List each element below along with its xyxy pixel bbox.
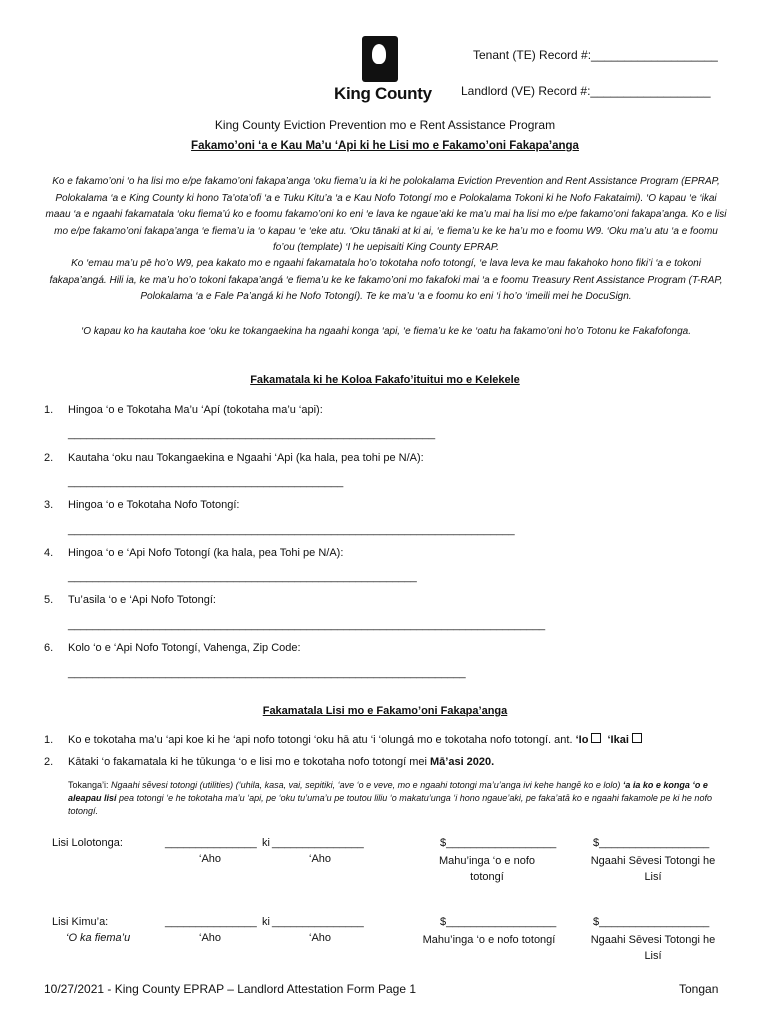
question-number: 1.	[44, 404, 54, 416]
rent-amount-caption: Mahu’inga ‘o e nofo totongí	[438, 855, 535, 883]
to-date-caption: ‘Aho	[309, 932, 332, 944]
to-date-caption: ‘Aho	[309, 853, 332, 865]
current-rent-to-date[interactable]: _______________	[272, 837, 364, 849]
question-number: 3.	[44, 499, 54, 511]
previous-rent-ki: ki	[262, 916, 270, 928]
question-text: Hingoa ‘o e Tokotaha Ma’u ‘Apí (tokotaha ma’u ‘api):	[68, 404, 323, 416]
current-rent-from-date[interactable]: _______________	[165, 837, 257, 849]
logo-org-name: King County	[334, 84, 432, 103]
rent-question-2	[44, 756, 494, 768]
no-checkbox[interactable]	[632, 733, 642, 743]
utilities-note	[68, 779, 728, 818]
program-title: King County Eviction Prevention mo e Rent Assistance Program	[214, 118, 556, 132]
question-5	[44, 594, 216, 606]
form-title: Fakamo’oni ‘a e Kau Ma’u ‘Api ki he Lisi mo e Fakamo’oni Fakapa’anga	[191, 140, 579, 152]
question-number: 1.	[44, 734, 54, 746]
previous-rent-amount-field[interactable]: $__________________	[440, 916, 557, 928]
current-rent-ki: ki	[262, 837, 270, 849]
answer-line-5[interactable]: ______________________________________________________________________________	[68, 619, 546, 631]
question-number: 2.	[44, 452, 54, 464]
king-county-logo-icon	[362, 36, 398, 82]
intro-paragraph-3: ‘O kapau ko ha kautaha koe ‘oku ke tokangaekina ha ngaahi konga ‘api, ‘e fiema’u ke ke ‘oatu ha fakamo’oni ho’o Totonu ke Fakafofonga.	[80, 326, 692, 337]
question-1	[44, 404, 323, 416]
question-number: 6.	[44, 642, 54, 654]
section-property-heading: Fakamatala ki he Koloa Fakafo’ituitui mo e Kelekele	[250, 374, 520, 386]
question-number: 5.	[44, 594, 54, 606]
question-6	[44, 642, 301, 654]
note-text: Ngaahi sēvesi totongi (utilities) (‘uhila, kasa, vai, sepitiki, ‘ave ‘o e veve, mo e ngaahi totongi ma’u’anga ivi kehe hangē ko e lolo)	[111, 780, 621, 790]
question-number: 2.	[44, 756, 54, 768]
rent-question-1	[44, 733, 645, 746]
previous-rent-sublabel: ‘O ka fiema’u	[66, 932, 131, 944]
question-text: Hingoa ‘o e ‘Api Nofo Totongí (ka hala, pea Tohi pe N/A):	[68, 547, 344, 559]
utilities-caption: Ngaahi Sēvesi Totongi he Lisí	[590, 934, 716, 962]
question-text: Ko e tokotaha ma’u ‘api koe ki he ‘api nofo totongi ‘oku hā atu ‘i ‘olungá mo e tokotaha nofo totongí. ant.	[68, 734, 573, 746]
note-rest-text: pea totongi ‘e he tokotaha ma’u ‘api, pe ‘oku tu’uma’u pe toutou liliu ‘o makatu’unga ‘i hono ngaue’aki, pe faka’atā ko e ngaahi fakamole pe ki he nofo totongí.	[68, 793, 712, 816]
answer-line-6[interactable]: _________________________________________________________________	[68, 667, 466, 679]
current-rent-utilities-field[interactable]: $__________________	[593, 837, 710, 849]
question-text: Kolo ‘o e ‘Api Nofo Totongí, Vahenga, Zip Code:	[68, 642, 301, 654]
note-bold-text: ‘a ia ko e konga ‘o e aleapau lisi	[68, 780, 708, 803]
yes-label: ‘Io	[575, 734, 589, 746]
question-text: Kātaki ‘o fakamatala ki he tūkunga ‘o e lisi mo e tokotaha nofo totongí mei	[68, 756, 427, 768]
question-date: Mā’asi 2020.	[430, 756, 495, 768]
tenant-record-field[interactable]: Tenant (TE) Record #:___________________	[473, 48, 718, 62]
section-rent-heading: Fakamatala Lisi mo e Fakamo’oni Fakapa’anga	[262, 705, 508, 717]
from-date-caption: ‘Aho	[199, 932, 222, 944]
answer-line-3[interactable]: _________________________________________________________________________	[68, 524, 515, 536]
previous-rent-from-date[interactable]: _______________	[165, 916, 257, 928]
intro-paragraph-1: Ko e fakamo’oni ‘o ha lisi mo e/pe fakamo’oni fakapa’anga ‘oku fiema’u ia ki he polokalama Eviction Prevention and Rent Assistance Program (EPRAP, Polokalama ‘a e King County ki hono Ta’ota’ofi ‘a e Tuku Kitu’a ‘a e Kau Nofo Totongí mo e Polokalama Tokoni ki he Nofo Fakataimi). ‘O kapau ‘e ‘ikai maau ‘a e ngaahi fakamatala ‘oku fiema’ú ko e foomu fakamo’oni ko eni ‘e lava ke ngaue’aki ke ma’u mai ha lisi mo e/pe fakamo’oni fakapa’anga. Ko e lisi mo e/pe fakamo’oni fakapa’anga ‘e fiema’u ia ‘o kapau ‘e ‘eke atu. ‘Oku tānaki at ki ai, ‘e fiema’u ke ke ha’u mo e foomu W9. ‘Oku ma’u atu ‘a e foomu fo’ou (template) ‘I he uepisaiti King County EPRAP.	[45, 176, 727, 253]
question-text: Hingoa ‘o e Tokotaha Nofo Totongí:	[68, 499, 240, 511]
question-2	[44, 452, 424, 464]
note-label: Tokanga’i:	[68, 780, 109, 790]
rent-amount-caption: Mahu’inga ‘o e nofo totongí	[422, 934, 556, 946]
answer-line-1[interactable]: ____________________________________________________________	[68, 428, 436, 440]
previous-rent-to-date[interactable]: _______________	[272, 916, 364, 928]
landlord-record-field[interactable]: Landlord (VE) Record #:__________________	[461, 84, 711, 98]
answer-line-2[interactable]: _____________________________________________	[68, 476, 344, 488]
current-rent-amount-field[interactable]: $__________________	[440, 837, 557, 849]
answer-line-4[interactable]: _________________________________________________________	[68, 571, 417, 583]
intro-paragraph-2: Ko ‘emau ma’u pē ho’o W9, pea kakato mo e ngaahi fakamatala ho’o tokotaha nofo totongí, ‘e lava leva ke mau fakahoko hono fiki’i ‘a e tokoni fakapa’angá. Hili ia, ke ma’u ho’o tokoni fakapa’angá ‘e fiema’u ke ke fakamo’oni mo fakafoki mai ‘a e foomu Treasury Rent Assistance Program (T-RAP, Polokalama ‘a e Fale Pa’angá ki he Nofo Totongí). Te ke ma’u ‘a e foomu ko eni ‘i ho’o ‘imeili mei he DocuSign.	[49, 258, 723, 302]
no-label: ‘Ikai	[607, 734, 629, 746]
previous-rent-label: Lisi Kimu’a:	[52, 916, 109, 928]
previous-rent-utilities-field[interactable]: $__________________	[593, 916, 710, 928]
question-text: Kautaha ‘oku nau Tokangaekina e Ngaahi ‘Api (ka hala, pea tohi pe N/A):	[68, 452, 424, 464]
question-4	[44, 547, 343, 559]
question-number: 4.	[44, 547, 54, 559]
footer-language: Tongan	[679, 982, 719, 996]
current-rent-label: Lisi Lolotonga:	[52, 837, 123, 849]
from-date-caption: ‘Aho	[199, 853, 222, 865]
footer-page-info: 10/27/2021 - King County EPRAP – Landlord Attestation Form Page 1	[44, 982, 417, 996]
yes-checkbox[interactable]	[591, 733, 601, 743]
utilities-caption: Ngaahi Sēvesi Totongi he Lisí	[590, 855, 716, 883]
question-text: Tu’asila ‘o e ‘Api Nofo Totongí:	[68, 594, 216, 606]
king-county-logo	[334, 36, 434, 106]
question-3	[44, 499, 239, 511]
